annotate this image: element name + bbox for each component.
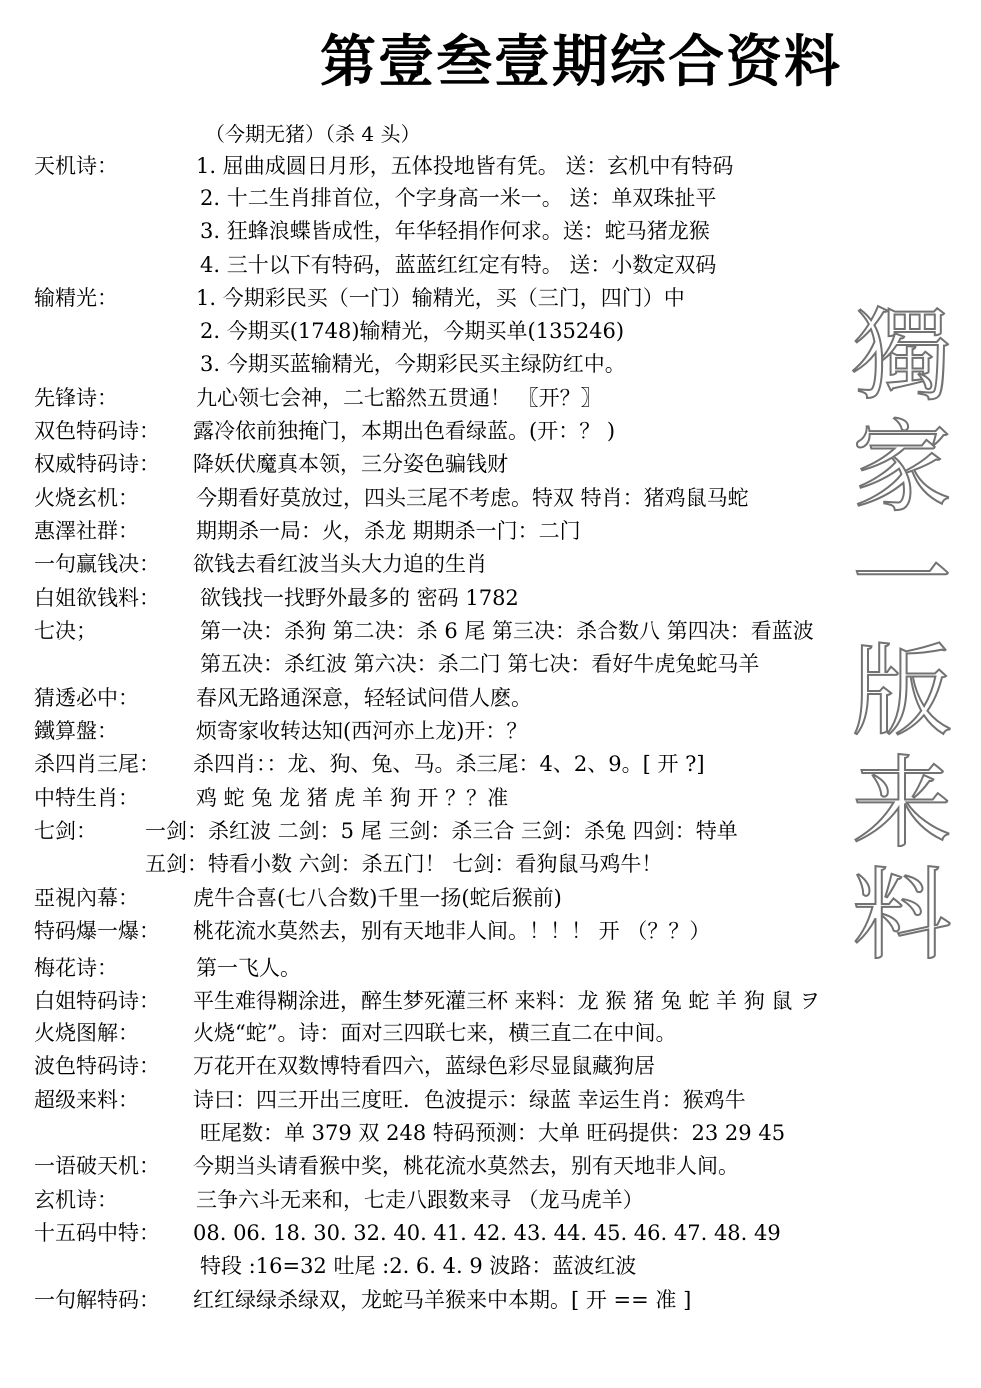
row-label: 玄机诗：	[34, 1188, 118, 1212]
row-label: 超级来料：	[34, 1088, 139, 1112]
row-label: 七剑：	[34, 819, 97, 843]
row-label: 输精光：	[34, 286, 118, 310]
row-content: 春风无路通深意，轻轻试问借人麽。	[196, 686, 532, 710]
row-label: 梅花诗：	[34, 956, 118, 980]
row-content: 1. 今期彩民买（一门）输精光，买（三门，四门）中	[196, 286, 685, 310]
row-label: 火烧玄机：	[34, 486, 139, 510]
row-label: 一句赢钱决：	[34, 552, 160, 576]
row-label: 波色特码诗：	[34, 1054, 160, 1078]
row-content: 3. 狂蜂浪蝶皆成性，年华轻捐作何求。送：蛇马猪龙猴	[200, 219, 710, 243]
row-content: 2. 今期买(1748)输精光，今期买单(135246)	[200, 319, 625, 343]
row-content: 第一决：杀狗 第二决：杀 6 尾 第三决：杀合数八 第四决：看蓝波	[200, 619, 814, 643]
row-label: 亞視內幕：	[34, 886, 139, 910]
row-label: 权威特码诗：	[34, 452, 160, 476]
row-label: 杀四肖三尾：	[34, 752, 160, 776]
watermark-char: 家	[852, 409, 952, 526]
row-label: 白姐特码诗：	[34, 989, 160, 1013]
row-content: 烦寄家收转达知(西河亦上龙)开：？	[196, 719, 528, 743]
row-content: 诗曰：四三开出三度旺．色波提示：绿蓝 幸运生肖：猴鸡牛	[193, 1088, 746, 1112]
row-label: 天机诗：	[34, 154, 118, 178]
row-content: 3. 今期买蓝输精光，今期彩民买主绿防红中。	[200, 352, 626, 376]
row-content: 露冷依前独掩门，本期出色看绿蓝。(开：？ )	[193, 419, 616, 443]
row-content: 第一飞人。	[196, 956, 301, 980]
row-label: 双色特码诗：	[34, 419, 160, 443]
row-content: 欲钱去看红波当头大力追的生肖	[193, 552, 487, 576]
row-content: 第五决：杀红波 第六决：杀二门 第七决：看好牛虎兔蛇马羊	[200, 652, 760, 676]
page-title: 第壹叁壹期综合资料	[320, 30, 842, 95]
row-label: 白姐欲钱料：	[34, 586, 160, 610]
row-content: 期期杀一局：火，杀龙 期期杀一门：二门	[196, 519, 581, 543]
row-content: 平生难得糊涂进，醉生梦死灌三杯 来料：龙 猴 猪 兔 蛇 羊 狗 鼠 ヲ	[193, 989, 821, 1013]
row-content: 欲钱找一找野外最多的 密码 1782	[200, 586, 519, 610]
row-content: 红红绿绿杀绿双，龙蛇马羊猴来中本期。[ 开 == 准 ]	[193, 1288, 692, 1312]
row-content: 五剑：特看小数 六剑：杀五门！ 七剑：看狗鼠马鸡牛！	[145, 852, 663, 876]
row-content: 桃花流水莫然去，别有天地非人间。！！！ 开 （？？）	[193, 919, 711, 943]
row-content: 今期看好莫放过，四头三尾不考虑。特双 特肖：猪鸡鼠马蛇	[196, 486, 749, 510]
watermark-vertical-text	[832, 297, 972, 1000]
row-label: 鐵算盤：	[34, 719, 118, 743]
page-subtitle: （今期无猪）（杀 4 头）	[205, 122, 421, 146]
row-label: 惠澤社群：	[34, 519, 139, 543]
row-content: 九心领七会神，二七豁然五贯通！ 〖开？〗	[196, 386, 602, 410]
row-content: 旺尾数：单 379 双 248 特码预测：大单 旺码提供：23 29 45	[200, 1121, 786, 1145]
row-label: 先锋诗：	[34, 386, 118, 410]
row-content: 2. 十二生肖排首位，个字身高一米一。 送：单双珠扯平	[200, 186, 717, 210]
row-label: 中特生肖：	[34, 786, 139, 810]
watermark-char: 一	[852, 521, 952, 638]
row-content: 1. 屈曲成圆日月形，五体投地皆有凭。 送：玄机中有特码	[196, 154, 734, 178]
row-label: 十五码中特：	[34, 1221, 160, 1245]
row-content: 特段 :16=32 吐尾 :2. 6. 4. 9 波路：蓝波红波	[200, 1254, 637, 1278]
row-label: 七决；	[34, 619, 97, 643]
row-content: 三争六斗无来和，七走八跟数来寻 （龙马虎羊）	[196, 1188, 644, 1212]
watermark-char: 料	[852, 857, 952, 974]
row-content: 一剑：杀红波 二剑：5 尾 三剑：杀三合 三剑：杀兔 四剑：特单	[145, 819, 738, 843]
row-content: 火烧“蛇”。诗：面对三四联七来，横三直二在中间。	[193, 1021, 677, 1045]
watermark-char: 獨	[852, 297, 952, 414]
row-content: 4. 三十以下有特码，蓝蓝红红定有特。 送：小数定双码	[200, 253, 717, 277]
row-label: 猜透必中：	[34, 686, 139, 710]
row-label: 火烧图解：	[34, 1021, 139, 1045]
row-content: 降妖伏魔真本领，三分姿色骗钱财	[193, 452, 508, 476]
row-label: 一语破天机：	[34, 1154, 160, 1178]
row-content: 08. 06. 18. 30. 32. 40. 41. 42. 43. 44. 45. 46. 47. 48. 49	[193, 1221, 781, 1245]
row-content: 杀四肖：：龙、狗、兔、马。杀三尾：4、2、9。[ 开 ?]	[193, 752, 705, 776]
watermark-char: 来	[852, 745, 952, 862]
row-label: 一句解特码：	[34, 1288, 160, 1312]
row-content: 万花开在双数博特看四六，蓝绿色彩尽显鼠藏狗居	[193, 1054, 655, 1078]
row-content: 虎牛合喜(七八合数)千里一扬(蛇后猴前)	[193, 886, 562, 910]
row-content: 鸡 蛇 兔 龙 猪 虎 羊 狗 开 ？？准	[196, 786, 509, 810]
row-label: 特码爆一爆：	[34, 919, 160, 943]
row-content: 今期当头请看猴中奖，桃花流水莫然去，别有天地非人间。	[193, 1154, 739, 1178]
watermark-char: 版	[852, 633, 952, 750]
